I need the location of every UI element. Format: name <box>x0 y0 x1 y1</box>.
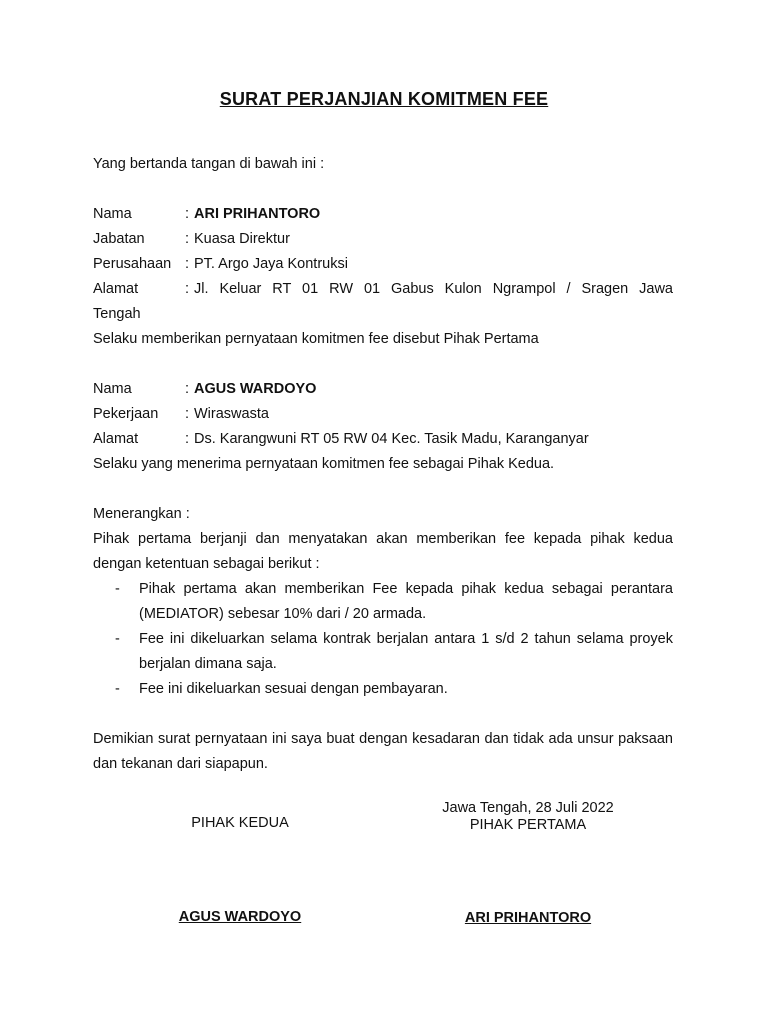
colon: : <box>185 281 190 297</box>
term-text: Pihak pertama akan memberikan Fee kepada pihak kedua sebagai perantara (MEDIATOR) sebesar 10% dari / 20 armada. <box>139 581 673 622</box>
colon: : <box>185 206 190 222</box>
colon: : <box>185 431 190 447</box>
bullet-dash: - <box>115 631 120 647</box>
party1-company-row <box>93 252 673 277</box>
intro-text: Yang bertanda tangan di bawah ini : <box>93 156 325 172</box>
party2-address-label: Alamat <box>93 431 139 447</box>
closing-text: Demikian surat pernyataan ini saya buat dengan kesadaran dan tidak ada unsur paksaan dan tekanan dari siapapun. <box>93 731 673 772</box>
right-signatory-name: ARI PRIHANTORO <box>464 910 592 926</box>
document-body <box>93 152 673 777</box>
party2-name-label: Nama <box>93 381 132 397</box>
place-date: Jawa Tengah, 28 Juli 2022 <box>442 800 614 816</box>
party1-position-row <box>93 227 673 252</box>
party1-address-line1: Jl. Keluar RT 01 RW 01 Gabus Kulon Ngrampol / Sragen Jawa <box>194 281 673 297</box>
left-signatory-name: AGUS WARDOYO <box>178 909 302 925</box>
party2-name-row <box>93 377 673 402</box>
party2-name: AGUS WARDOYO <box>194 381 317 397</box>
term-text: Fee ini dikeluarkan sesuai dengan pembayaran. <box>139 681 448 697</box>
term-item <box>93 627 673 677</box>
party2-address-row <box>93 427 673 452</box>
term-item <box>93 577 673 627</box>
party1-address-label: Alamat <box>93 281 139 297</box>
term-item <box>93 677 673 702</box>
party1-company: PT. Argo Jaya Kontruksi <box>194 256 348 272</box>
party1-position: Kuasa Direktur <box>194 231 290 247</box>
party2-job: Wiraswasta <box>194 406 269 422</box>
bullet-dash: - <box>115 581 120 597</box>
colon: : <box>185 231 190 247</box>
party1-statement: Selaku memberikan pernyataan komitmen fee disebut Pihak Pertama <box>93 331 539 347</box>
party2-statement: Selaku yang menerima pernyataan komitmen fee sebagai Pihak Kedua. <box>93 456 555 472</box>
document-title: SURAT PERJANJIAN KOMITMEN FEE <box>219 89 549 109</box>
party1-name-label: Nama <box>93 206 132 222</box>
term-text: Fee ini dikeluarkan selama kontrak berjalan antara 1 s/d 2 tahun selama proyek berjalan dimana saja. <box>139 631 673 672</box>
party1-position-label: Jabatan <box>93 231 145 247</box>
party1-address-line2: Tengah <box>93 306 141 322</box>
party1-name: ARI PRIHANTORO <box>194 206 321 222</box>
party2-job-label: Pekerjaan <box>93 406 159 422</box>
party1-name-row <box>93 202 673 227</box>
party2-job-row <box>93 402 673 427</box>
bullet-dash: - <box>115 681 120 697</box>
left-signatory-role: PIHAK KEDUA <box>191 815 289 831</box>
party2-address: Ds. Karangwuni RT 05 RW 04 Kec. Tasik Madu, Karanganyar <box>194 431 589 447</box>
party1-address-row <box>93 277 673 302</box>
party1-company-label: Perusahaan <box>93 256 172 272</box>
explains-heading: Menerangkan : <box>93 506 190 522</box>
colon: : <box>185 406 190 422</box>
right-signatory-role: PIHAK PERTAMA <box>469 817 587 833</box>
explains-text: Pihak pertama berjanji dan menyatakan akan memberikan fee kepada pihak kedua dengan ketentuan sebagai berikut : <box>93 531 673 572</box>
colon: : <box>185 381 190 397</box>
colon: : <box>185 256 190 272</box>
